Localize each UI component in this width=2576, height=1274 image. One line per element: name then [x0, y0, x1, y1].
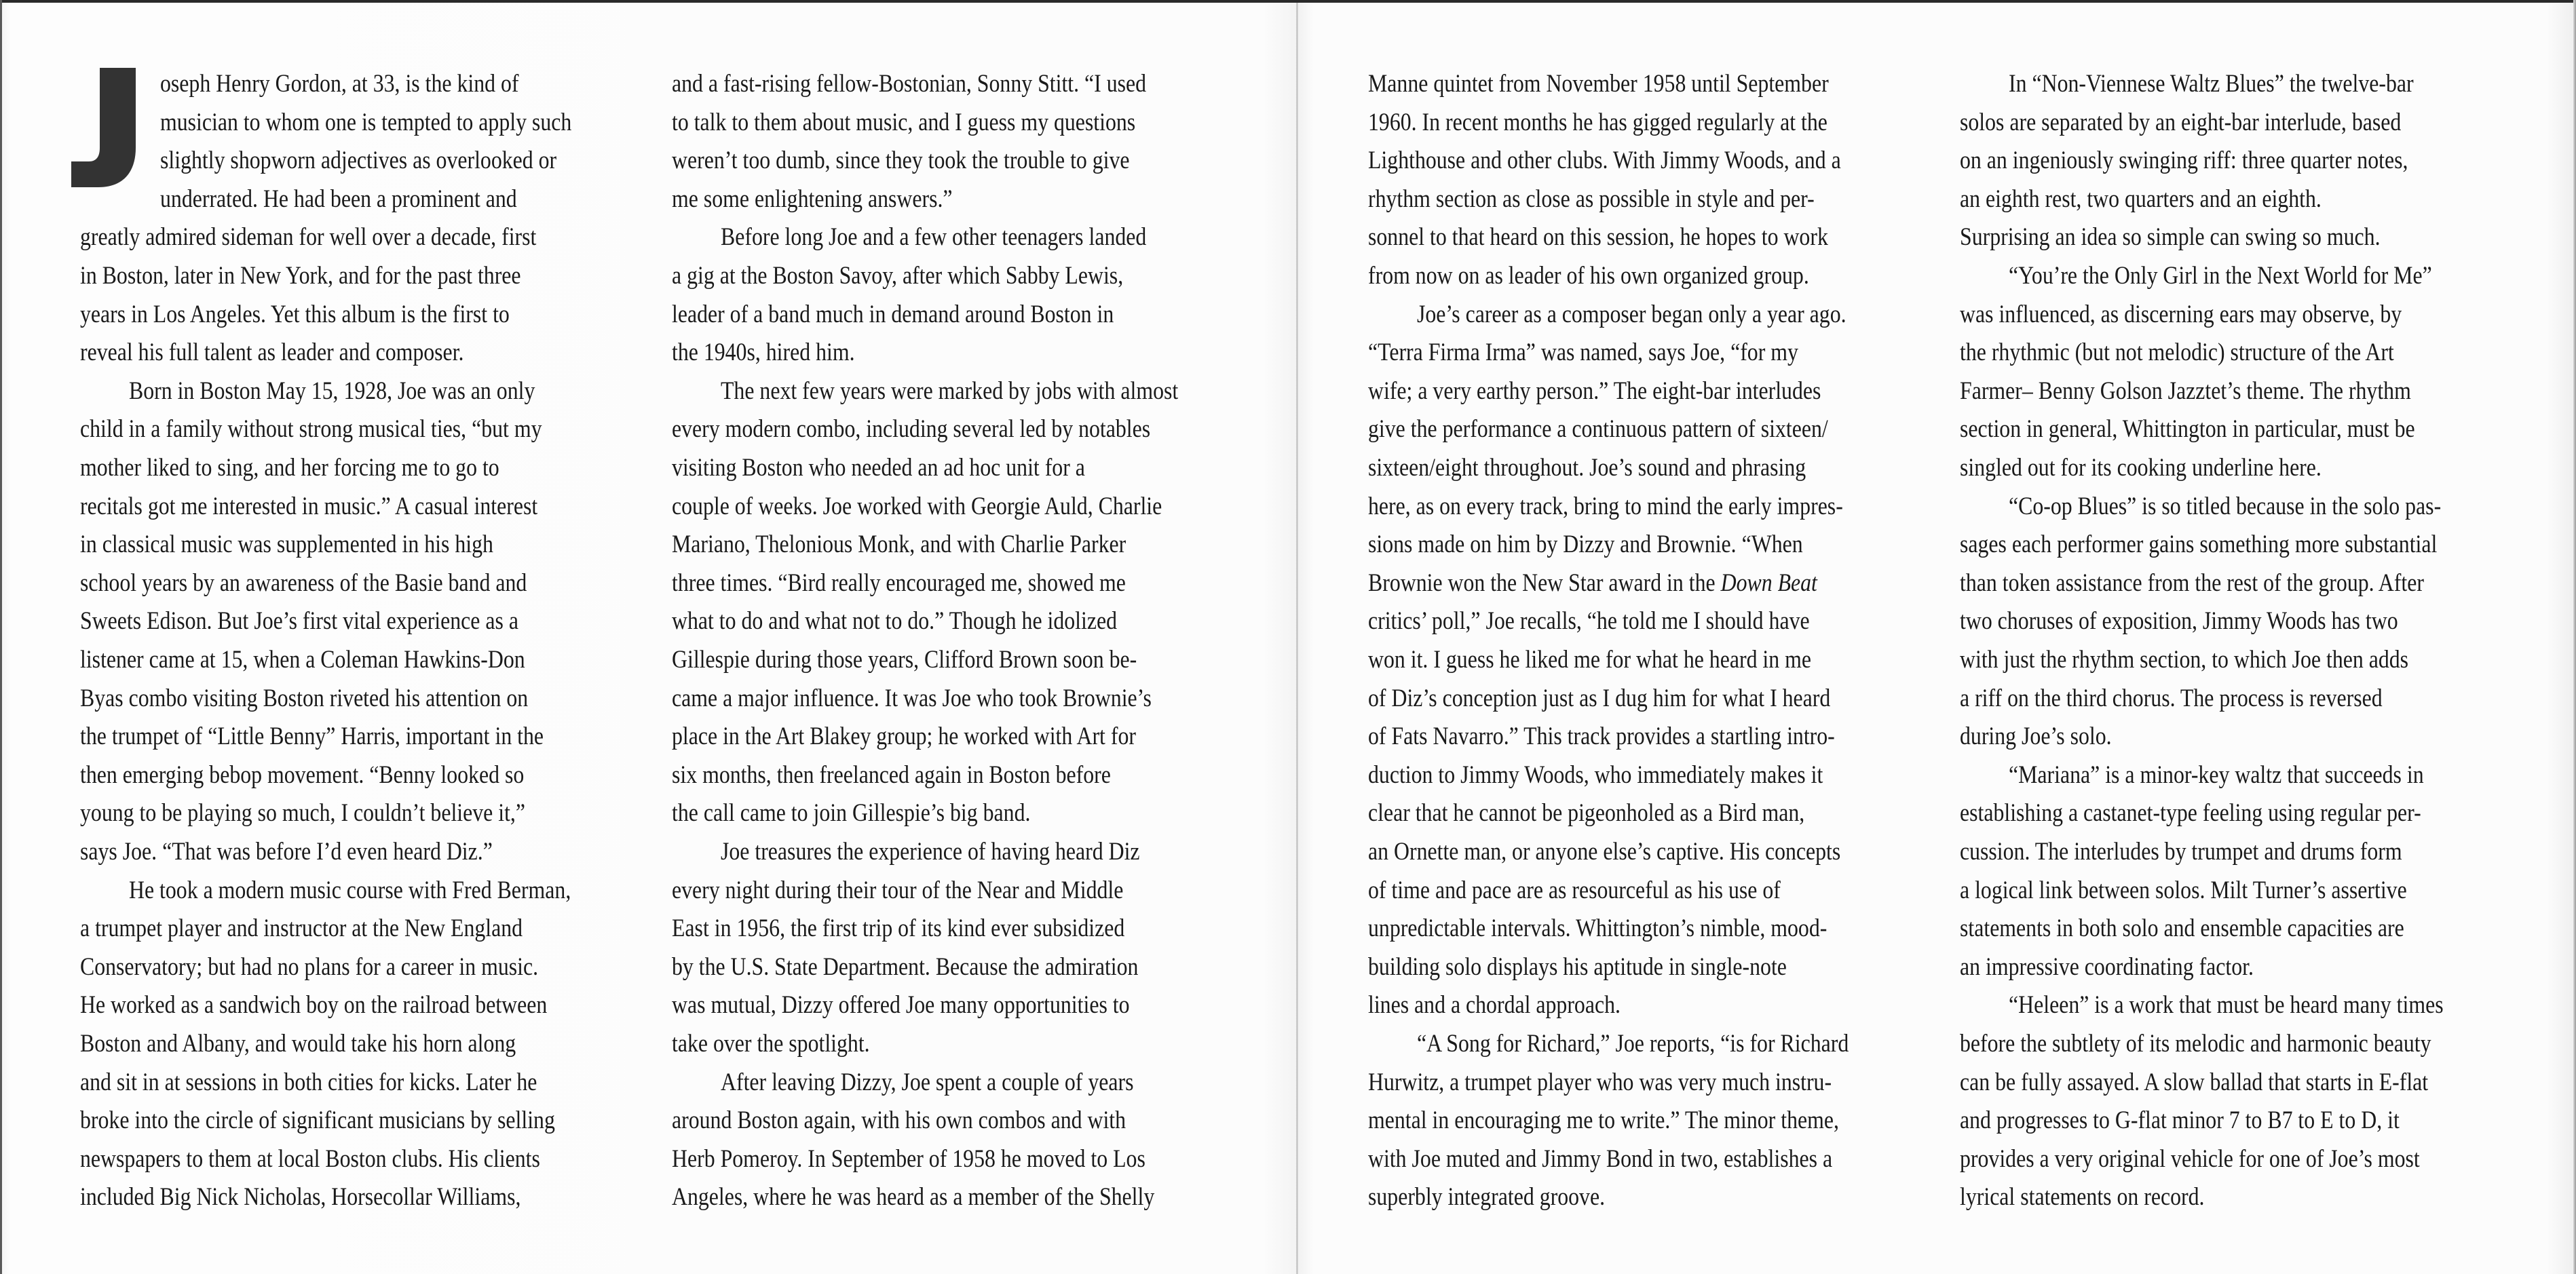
line-text: building solo displays his aptitude in single-note — [1368, 952, 1787, 981]
text-line — [1368, 872, 1781, 910]
text-line — [2009, 257, 2432, 295]
line-text: with just the rhythm section, to which Joe then adds — [1960, 646, 2409, 674]
line-text: an eighth rest, two quarters and an eighth. — [1960, 185, 2322, 213]
text-line — [1960, 602, 2398, 640]
line-text: a gig at the Boston Savoy, after which Sabby Lewis, — [672, 262, 1124, 290]
text-line — [80, 334, 463, 372]
text-line — [1368, 794, 1804, 832]
text-line — [1368, 948, 1787, 986]
line-text: newspapers to them at local Boston clubs. His clients — [80, 1144, 540, 1173]
line-text: and sit in at sessions in both cities for kicks. Later he — [80, 1068, 537, 1096]
text-line — [672, 449, 1085, 487]
text-line — [672, 410, 1150, 448]
text-line — [1368, 180, 1815, 218]
text-line — [1960, 680, 2383, 718]
line-text: Farmer– Benny Golson Jazztet’s theme. The rhythm — [1960, 377, 2411, 405]
text-line — [1960, 718, 2112, 756]
line-text: Boston and Albany, and would take his horn along — [80, 1030, 516, 1058]
text-line — [672, 1025, 870, 1063]
line-text: sonnel to that heard on this session, he hopes to work — [1368, 223, 1828, 252]
text-line — [1368, 756, 1823, 794]
text-line — [1960, 833, 2402, 871]
line-text: provides a very original vehicle for one of Joe’s most — [1960, 1144, 2420, 1173]
line-text: Conservatory; but had no plans for a career in music. — [80, 952, 539, 981]
text-line — [1960, 1064, 2428, 1102]
text-line — [1960, 410, 2415, 448]
line-text: Joe treasures the experience of having heard Diz — [721, 838, 1140, 866]
text-line — [1368, 680, 1830, 718]
text-line — [129, 872, 571, 910]
line-text: an Ornette man, or anyone else’s captive. His concepts — [1368, 838, 1841, 866]
line-text: duction to Jimmy Woods, who immediately makes it — [1368, 760, 1823, 789]
text-line — [672, 718, 1136, 756]
text-line — [160, 142, 556, 180]
line-text: came a major influence. It was Joe who took Brownie’s — [672, 684, 1152, 712]
text-line — [1960, 1140, 2420, 1178]
text-line — [80, 948, 538, 986]
text-line — [2009, 65, 2414, 103]
scan-left-edge — [0, 0, 2, 1274]
text-line — [1368, 1178, 1605, 1216]
drop-cap-j — [71, 68, 136, 187]
text-line — [672, 794, 1030, 832]
line-text: lyrical statements on record. — [1960, 1183, 2205, 1212]
text-line — [80, 564, 527, 602]
line-text: and a fast-rising fellow-Bostonian, Sonny Stitt. “I used — [672, 70, 1147, 98]
line-text: visiting Boston who needed an ad hoc unit for a — [672, 454, 1085, 482]
text-line — [1368, 564, 1817, 602]
text-line — [1960, 1102, 2400, 1140]
line-text: won it. I guess he liked me for what he heard in me — [1368, 646, 1812, 674]
text-line — [1368, 334, 1798, 372]
text-line — [80, 602, 518, 640]
line-text: Byas combo visiting Boston riveted his attention on — [80, 684, 529, 712]
text-line — [1960, 180, 2322, 218]
line-text: “You’re the Only Girl in the Next World for Me” — [2009, 262, 2432, 290]
line-text: Gillespie during those years, Clifford Brown soon be- — [672, 646, 1137, 674]
text-line — [1368, 526, 1803, 564]
line-text: me some enlightening answers.” — [672, 185, 953, 213]
text-line — [80, 488, 537, 526]
line-text: rhythm section as close as possible in style and per- — [1368, 185, 1815, 213]
line-text: before the subtlety of its melodic and harmonic beauty — [1960, 1030, 2431, 1058]
line-text: of Fats Navarro.” This track provides a startling intro- — [1368, 722, 1835, 751]
text-line — [1368, 986, 1621, 1024]
text-line — [672, 104, 1135, 142]
line-text: Angeles, where he was heard as a member of the Shelly — [672, 1183, 1155, 1212]
text-line — [1368, 410, 1828, 448]
line-text: two choruses of exposition, Jimmy Woods has two — [1960, 607, 2398, 636]
line-text: mental in encouraging me to write.” The minor theme, — [1368, 1106, 1839, 1135]
text-line — [80, 1025, 516, 1063]
line-text: Brownie won the New Star award in the — [1368, 568, 1721, 597]
line-text: solos are separated by an eight-bar interlude, based — [1960, 108, 2402, 136]
text-line — [1960, 641, 2408, 679]
text-line — [80, 680, 528, 718]
line-text: by the U.S. State Department. Because the admiration — [672, 952, 1139, 981]
line-text: every night during their tour of the Near and Middle — [672, 876, 1124, 904]
text-line — [1368, 449, 1806, 487]
line-text: school years by an awareness of the Basie band and — [80, 568, 527, 597]
line-text: than token assistance from the rest of the group. After — [1960, 568, 2424, 597]
text-line — [672, 65, 1146, 103]
scan-top-edge — [0, 0, 2576, 3]
line-text: Lighthouse and other clubs. With Jimmy Woods, and a — [1368, 147, 1841, 175]
line-text: every modern combo, including several led by notables — [672, 415, 1151, 444]
line-text: After leaving Dizzy, Joe spent a couple of years — [721, 1068, 1134, 1096]
text-line — [80, 410, 542, 448]
line-text: “Co-op Blues” is so titled because in the solo pas- — [2009, 492, 2442, 520]
text-line — [721, 833, 1140, 871]
text-line — [1960, 872, 2407, 910]
text-line — [1368, 910, 1827, 948]
text-line — [1368, 372, 1821, 410]
line-text: section in general, Whittington in particular, must be — [1960, 415, 2415, 444]
line-text: the rhythmic (but not melodic) structure of the Art — [1960, 339, 2394, 367]
line-text: child in a family without strong musical ties, “but my — [80, 415, 542, 444]
line-text: a logical link between solos. Milt Turner’s assertive — [1960, 876, 2407, 904]
line-text: Born in Boston May 15, 1928, Joe was an only — [129, 377, 535, 405]
text-line — [1960, 296, 2402, 334]
text-line — [80, 986, 547, 1024]
text-line — [1368, 218, 1828, 256]
text-line — [672, 142, 1130, 180]
text-line — [1960, 104, 2401, 142]
line-text: the trumpet of “Little Benny” Harris, important in the — [80, 722, 544, 751]
text-line — [2009, 986, 2444, 1024]
line-text: sions made on him by Dizzy and Brownie. “When — [1368, 530, 1803, 559]
text-line — [1417, 1025, 1849, 1063]
text-line — [672, 564, 1126, 602]
text-line — [1368, 1102, 1839, 1140]
text-line — [1368, 718, 1835, 756]
text-line — [80, 296, 510, 334]
line-text: the call came to join Gillespie’s big band. — [672, 799, 1031, 828]
text-line — [1960, 1178, 2205, 1216]
text-line — [80, 449, 499, 487]
line-text: weren’t too dumb, since they took the trouble to give — [672, 147, 1130, 175]
publication-title: Down Beat — [1720, 568, 1817, 597]
text-line — [721, 372, 1178, 410]
text-line — [672, 334, 855, 372]
text-line — [1368, 833, 1840, 871]
line-text: in Boston, later in New York, and for the past three — [80, 262, 521, 290]
text-line — [721, 1064, 1133, 1102]
line-text: reveal his full talent as leader and composer. — [80, 339, 464, 367]
line-text: says Joe. “That was before I’d even heard Diz.” — [80, 838, 493, 866]
line-text: sages each performer gains something more substantial — [1960, 530, 2438, 559]
line-text: Sweets Edison. But Joe’s first vital experience as a — [80, 607, 518, 636]
text-line — [2009, 756, 2424, 794]
line-text: with Joe muted and Jimmy Bond in two, establishes a — [1368, 1144, 1833, 1173]
text-line — [1960, 794, 2421, 832]
line-text: unpredictable intervals. Whittington’s nimble, mood- — [1368, 914, 1827, 943]
line-text: during Joe’s solo. — [1960, 722, 2112, 751]
text-line — [1960, 449, 2322, 487]
text-line — [160, 180, 517, 218]
text-line — [1368, 257, 1809, 295]
text-line — [80, 218, 536, 256]
text-line — [672, 1102, 1126, 1140]
text-line — [1960, 564, 2424, 602]
text-line — [80, 910, 523, 948]
text-line — [672, 1178, 1154, 1216]
line-text: statements in both solo and ensemble capacities are — [1960, 914, 2404, 943]
line-text: on an ingeniously swinging riff: three quarter notes, — [1960, 147, 2408, 175]
line-text: the 1940s, hired him. — [672, 339, 855, 367]
line-text: a trumpet player and instructor at the New England — [80, 914, 523, 943]
line-text: was mutual, Dizzy offered Joe many opportunities to — [672, 991, 1130, 1020]
text-line — [1368, 488, 1843, 526]
text-line — [1960, 526, 2437, 564]
text-line — [1368, 641, 1811, 679]
line-text: give the performance a continuous pattern of sixteen/ — [1368, 415, 1828, 444]
line-text: Surprising an idea so simple can swing so much. — [1960, 223, 2381, 252]
text-line — [672, 986, 1130, 1024]
line-text: The next few years were marked by jobs with almost — [721, 377, 1179, 405]
text-line — [1960, 948, 2254, 986]
line-text: listener came at 15, when a Coleman Hawkins-Don — [80, 646, 525, 674]
line-text: sixteen/eight throughout. Joe’s sound and phrasing — [1368, 454, 1806, 482]
line-text: what to do and what not to do.” Though he idolized — [672, 607, 1118, 636]
text-line — [1368, 142, 1841, 180]
text-line — [80, 1102, 555, 1140]
line-text: a riff on the third chorus. The process is reversed — [1960, 684, 2383, 712]
line-text: mother liked to sing, and her forcing me to go to — [80, 454, 499, 482]
line-text: couple of weeks. Joe worked with Georgie Auld, Charlie — [672, 492, 1162, 520]
line-text: was influenced, as discerning ears may observe, by — [1960, 300, 2402, 328]
line-text: Mariano, Thelonious Monk, and with Charlie Parker — [672, 530, 1126, 559]
line-text: musician to whom one is tempted to apply such — [160, 108, 572, 136]
line-text: Manne quintet from November 1958 until September — [1368, 70, 1829, 98]
line-text: and progresses to G-flat minor 7 to B7 to E to D, it — [1960, 1106, 2400, 1135]
line-text: greatly admired sideman for well over a decade, first — [80, 223, 537, 252]
text-line — [672, 756, 1111, 794]
text-line — [80, 1178, 520, 1216]
text-line — [672, 602, 1117, 640]
line-text: then emerging bebop movement. “Benny looked so — [80, 760, 525, 789]
text-line — [80, 718, 544, 756]
line-text: “Heleen” is a work that must be heard many times — [2009, 991, 2444, 1020]
line-text: years in Los Angeles. Yet this album is the first to — [80, 300, 510, 328]
line-text: “Terra Firma Irma” was named, says Joe, “for my — [1368, 339, 1798, 367]
line-text: included Big Nick Nicholas, Horsecollar Williams, — [80, 1183, 521, 1212]
line-text: superbly integrated groove. — [1368, 1183, 1606, 1212]
text-line — [672, 296, 1114, 334]
text-line — [1368, 1064, 1832, 1102]
line-text: Herb Pomeroy. In September of 1958 he moved to Los — [672, 1144, 1145, 1173]
line-text: East in 1956, the first trip of its kind ever subsidized — [672, 914, 1125, 943]
text-line — [2009, 488, 2441, 526]
line-text: of Diz’s conception just as I dug him for what I heard — [1368, 684, 1831, 712]
text-line — [80, 526, 493, 564]
text-line — [672, 1140, 1145, 1178]
line-text: clear that he cannot be pigeonholed as a Bird man, — [1368, 799, 1805, 828]
text-line — [1368, 1140, 1832, 1178]
text-line — [721, 218, 1146, 256]
text-line — [80, 641, 525, 679]
line-text: establishing a castanet-type feeling using regular per- — [1960, 799, 2421, 828]
line-text: from now on as leader of his own organized group. — [1368, 262, 1809, 290]
text-line — [80, 794, 525, 832]
line-text: critics’ poll,” Joe recalls, “he told me I should have — [1368, 607, 1810, 636]
line-text: He took a modern music course with Fred Berman, — [129, 876, 571, 904]
text-line — [80, 833, 493, 871]
scan-right-edge — [2573, 0, 2576, 1274]
line-text: Hurwitz, a trumpet player who was very much instru- — [1368, 1068, 1832, 1096]
text-line — [1960, 372, 2411, 410]
line-text: three times. “Bird really encouraged me, showed me — [672, 568, 1126, 597]
text-line — [672, 948, 1138, 986]
line-text: in classical music was supplemented in his high — [80, 530, 493, 559]
line-text: 1960. In recent months he has gigged regularly at the — [1368, 108, 1827, 136]
text-line — [80, 257, 521, 295]
text-line — [672, 488, 1162, 526]
line-text: to talk to them about music, and I guess my questions — [672, 108, 1136, 136]
line-text: wife; a very earthy person.” The eight-bar interludes — [1368, 377, 1821, 405]
text-line — [1960, 910, 2404, 948]
line-text: around Boston again, with his own combos and with — [672, 1106, 1126, 1135]
text-line — [1960, 334, 2394, 372]
line-text: “Mariana” is a minor-key waltz that succeeds in — [2009, 760, 2424, 789]
line-text: six months, then freelanced again in Boston before — [672, 760, 1111, 789]
line-text: underrated. He had been a prominent and — [160, 185, 517, 213]
text-line — [1368, 65, 1829, 103]
text-line — [672, 526, 1126, 564]
line-text: Before long Joe and a few other teenagers landed — [721, 223, 1147, 252]
line-text: lines and a chordal approach. — [1368, 991, 1621, 1020]
line-text: He worked as a sandwich boy on the railroad between — [80, 991, 548, 1020]
text-line — [672, 680, 1152, 718]
text-line — [672, 872, 1123, 910]
text-line — [1368, 104, 1827, 142]
text-line — [160, 65, 518, 103]
text-line — [160, 104, 571, 142]
line-text: an impressive coordinating factor. — [1960, 952, 2254, 981]
text-line — [80, 756, 524, 794]
text-line — [672, 180, 953, 218]
line-text: Joe’s career as a composer began only a year ago. — [1417, 300, 1846, 328]
text-line — [1417, 296, 1846, 334]
text-line — [1960, 142, 2408, 180]
line-text: can be fully assayed. A slow ballad that starts in E-flat — [1960, 1068, 2429, 1096]
text-line — [80, 1140, 540, 1178]
line-text: recitals got me interested in music.” A casual interest — [80, 492, 538, 520]
line-text: leader of a band much in demand around Boston in — [672, 300, 1114, 328]
line-text: slightly shopworn adjectives as overlooked or — [160, 147, 557, 175]
text-line — [80, 1064, 537, 1102]
line-text: oseph Henry Gordon, at 33, is the kind of — [160, 70, 519, 98]
line-text: here, as on every track, bring to mind the early impres- — [1368, 492, 1843, 520]
line-text: young to be playing so much, I couldn’t believe it,” — [80, 799, 526, 828]
text-line — [672, 641, 1137, 679]
text-line — [1960, 218, 2381, 256]
text-line — [672, 910, 1124, 948]
line-text: In “Non-Viennese Waltz Blues” the twelve-bar — [2009, 70, 2414, 98]
line-text: place in the Art Blakey group; he worked with Art for — [672, 722, 1136, 751]
text-line — [1368, 602, 1810, 640]
text-line — [1960, 1025, 2431, 1063]
line-text: singled out for its cooking underline here. — [1960, 454, 2322, 482]
line-text: take over the spotlight. — [672, 1030, 870, 1058]
line-text: of time and pace are as resourceful as his use of — [1368, 876, 1781, 904]
line-text: cussion. The interludes by trumpet and drums form — [1960, 838, 2402, 866]
text-line — [672, 257, 1123, 295]
line-text: broke into the circle of significant musicians by selling — [80, 1106, 555, 1135]
text-line — [129, 372, 535, 410]
page-fold — [1296, 0, 1298, 1274]
drop-cap-glyph — [71, 68, 136, 187]
line-text: “A Song for Richard,” Joe reports, “is for Richard — [1417, 1030, 1849, 1058]
